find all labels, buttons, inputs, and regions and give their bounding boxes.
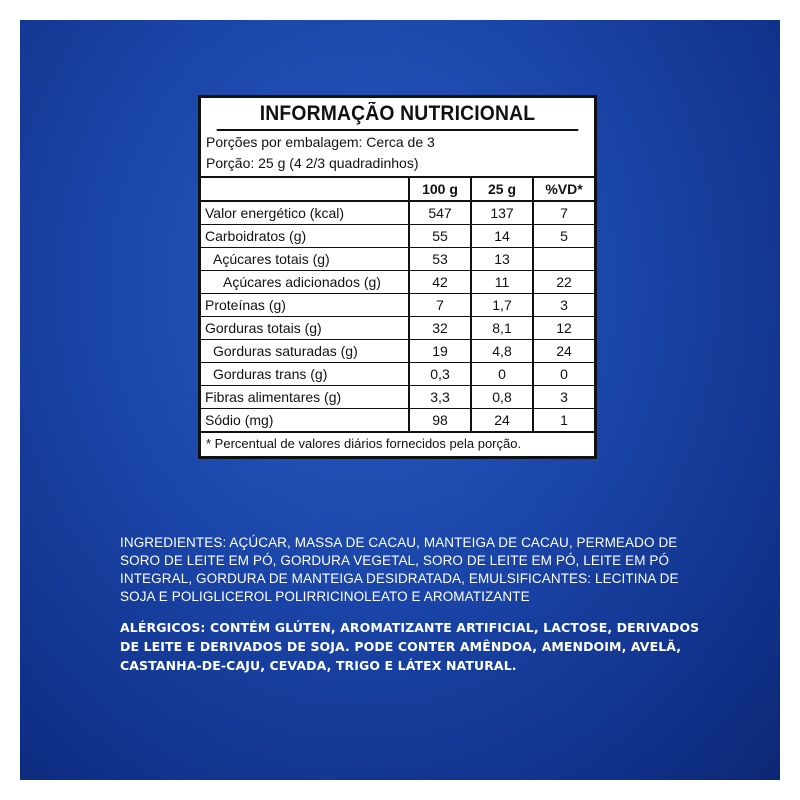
nutrition-grid	[201, 178, 594, 431]
row-label: Sódio (mg)	[201, 409, 409, 432]
nutrition-title: INFORMAÇÃO NUTRICIONAL	[217, 98, 579, 131]
value-vd: 24	[533, 340, 594, 363]
value-vd: 22	[533, 271, 594, 294]
value-100g: 98	[409, 409, 471, 432]
row-label: Carboidratos (g)	[201, 225, 409, 248]
value-25g: 4,8	[471, 340, 533, 363]
allergens-text: ALÉRGICOS: CONTÉM GLÚTEN, AROMATIZANTE ARTIFICIAL, LACTOSE, DERIVADOS DE LEITE E DERIVADOS DE SOJA. PODE CONTER AMÊNDOA, AMENDOIM, AVELÃ, CASTANHA-DE-CAJU, CEVADA, TRIGO E LÁTEX NATURAL.	[120, 620, 700, 673]
value-100g: 42	[409, 271, 471, 294]
value-100g: 3,3	[409, 386, 471, 409]
table-row	[201, 201, 594, 225]
ingredients-text: INGREDIENTES: AÇÚCAR, MASSA DE CACAU, MANTEIGA DE CACAU, PERMEADO DE SORO DE LEITE EM PÓ, GORDURA VEGETAL, SORO DE LEITE EM PÓ, LEITE EM PÓ INTEGRAL, GORDURA DE MANTEIGA DESIDRATADA, EMULSIFICANTES: LECITINA DE SOJA E POLIGLICEROL POLIRRICINOLEATO E AROMATIZANTE	[120, 535, 679, 604]
table-row	[201, 386, 594, 409]
value-vd: 3	[533, 294, 594, 317]
servings-per-package: Porções por embalagem: Cerca de 3	[206, 134, 435, 150]
value-25g: 11	[471, 271, 533, 294]
value-vd: 0	[533, 363, 594, 386]
value-25g: 1,7	[471, 294, 533, 317]
value-25g: 8,1	[471, 317, 533, 340]
value-100g: 55	[409, 225, 471, 248]
header-blank	[201, 178, 409, 201]
value-25g: 14	[471, 225, 533, 248]
table-row	[201, 363, 594, 386]
value-100g: 32	[409, 317, 471, 340]
row-label: Gorduras trans (g)	[201, 363, 409, 386]
value-vd: 5	[533, 225, 594, 248]
value-100g: 0,3	[409, 363, 471, 386]
value-vd: 7	[533, 201, 594, 225]
table-row	[201, 340, 594, 363]
row-label: Proteínas (g)	[201, 294, 409, 317]
value-25g: 0,8	[471, 386, 533, 409]
value-100g: 53	[409, 248, 471, 271]
package-panel	[20, 20, 780, 780]
value-25g: 0	[471, 363, 533, 386]
header-vd: %VD*	[533, 178, 594, 201]
table-row	[201, 271, 594, 294]
value-vd: 12	[533, 317, 594, 340]
row-label: Açúcares adicionados (g)	[201, 271, 409, 294]
row-label: Gorduras saturadas (g)	[201, 340, 409, 363]
table-row	[201, 317, 594, 340]
row-label: Gorduras totais (g)	[201, 317, 409, 340]
table-row	[201, 248, 594, 271]
row-label: Valor energético (kcal)	[201, 201, 409, 225]
value-vd: 1	[533, 409, 594, 432]
value-25g: 13	[471, 248, 533, 271]
nutrition-facts-table	[198, 95, 597, 459]
value-25g: 137	[471, 201, 533, 225]
row-label: Açúcares totais (g)	[201, 248, 409, 271]
footnote: * Percentual de valores diários fornecidos pela porção.	[201, 431, 594, 456]
header-100g: 100 g	[409, 178, 471, 201]
value-100g: 547	[409, 201, 471, 225]
table-row	[201, 225, 594, 248]
serving-size: Porção: 25 g (4 2/3 quadradinhos)	[201, 152, 594, 178]
header-25g: 25 g	[471, 178, 533, 201]
value-vd: 3	[533, 386, 594, 409]
table-row	[201, 294, 594, 317]
row-label: Fibras alimentares (g)	[201, 386, 409, 409]
value-vd	[533, 248, 594, 271]
value-100g: 7	[409, 294, 471, 317]
header-row	[201, 178, 594, 201]
value-25g: 24	[471, 409, 533, 432]
table-row	[201, 409, 594, 432]
value-100g: 19	[409, 340, 471, 363]
